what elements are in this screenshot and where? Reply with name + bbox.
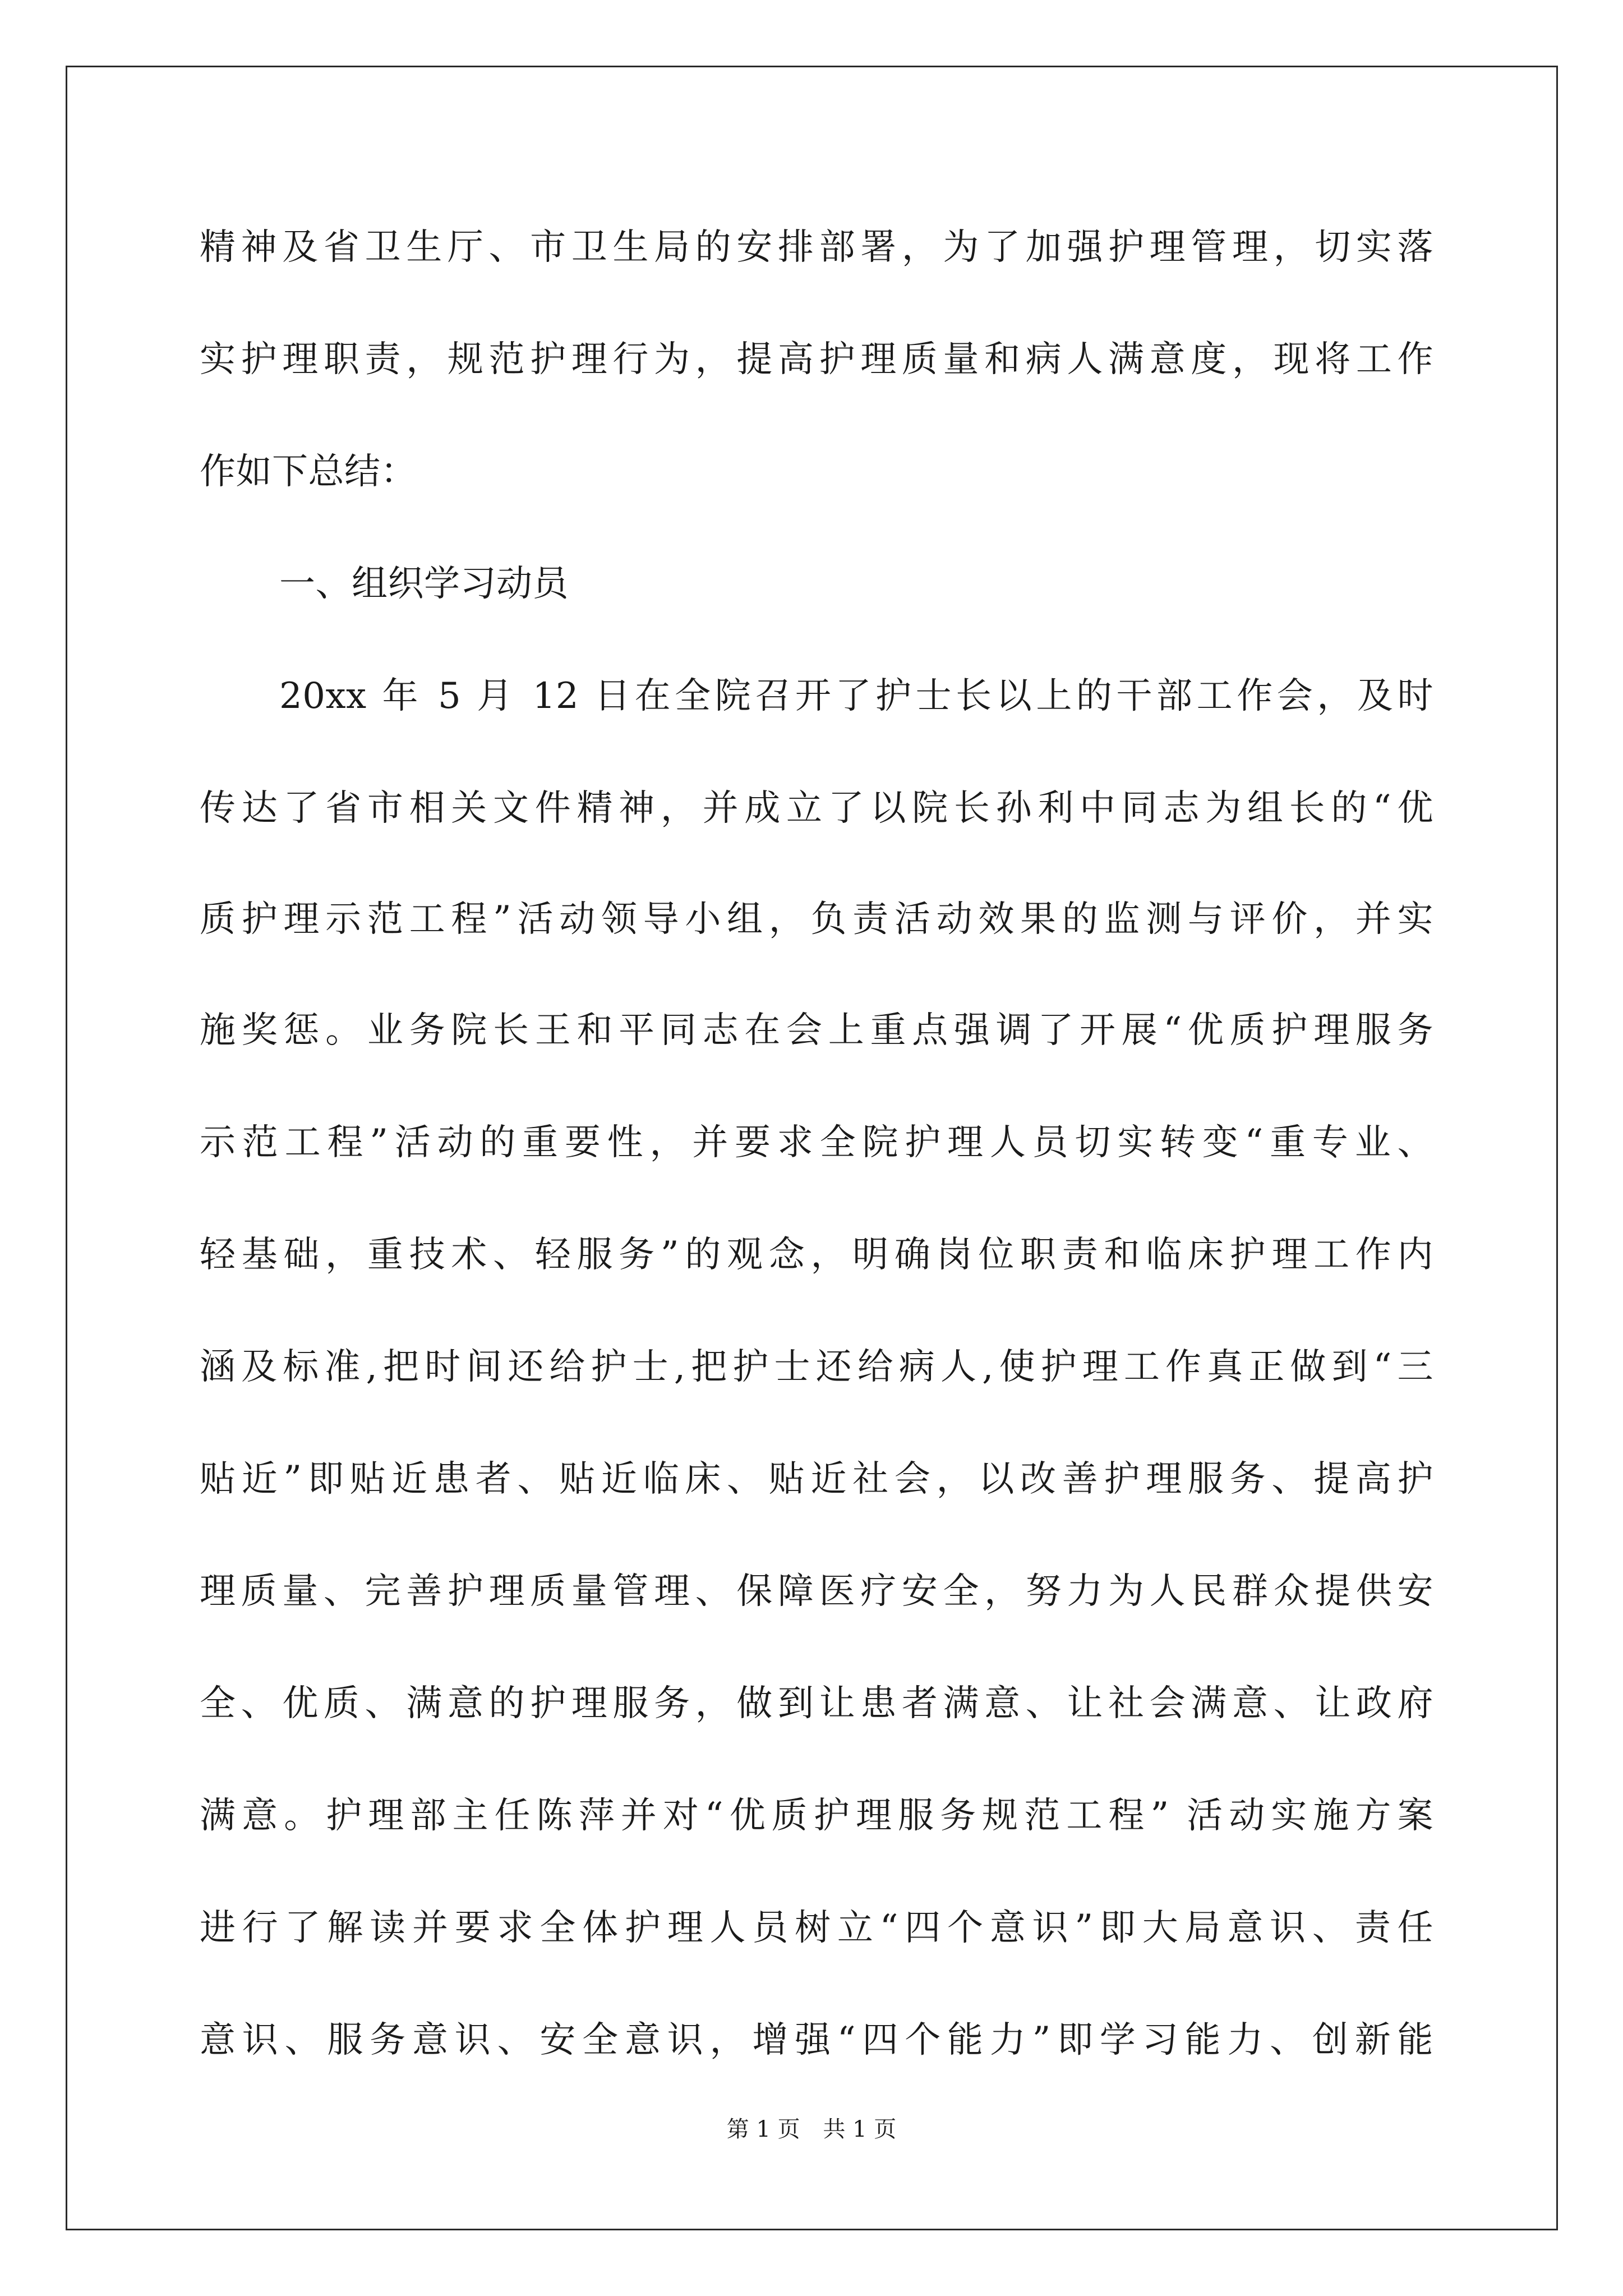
- body-line: 贴近”即贴近患者、贴近临床、贴近社会，以改善护理服务、提高护: [200, 1458, 1433, 1500]
- body-line: 精神及省卫生厅、市卫生局的安排部署，为了加强护理管理，切实落: [200, 227, 1433, 268]
- body-line: 作如下总结：: [200, 451, 417, 493]
- section-heading: 一、组织学习动员: [279, 563, 569, 605]
- body-line: 施奖惩。业务院长王和平同志在会上重点强调了开展“优质护理服务: [200, 1010, 1433, 1051]
- page-number: 第 1 页: [726, 2116, 800, 2142]
- body-line: 进行了解读并要求全体护理人员树立“四个意识”即大局意识、责任: [200, 1907, 1433, 1949]
- body-line: 示范工程”活动的重要性，并要求全院护理人员切实转变“重专业、: [200, 1122, 1433, 1163]
- body-line: 实护理职责，规范护理行为，提高护理质量和病人满意度，现将工作: [200, 339, 1433, 380]
- body-line: 20xx 年 5 月 12 日在全院召开了护士长以上的干部工作会，及时: [279, 675, 1433, 717]
- body-line: 理质量、完善护理质量管理、保障医疗安全，努力为人民群众提供安: [200, 1571, 1433, 1612]
- body-line: 满意。护理部主任陈萍并对“优质护理服务规范工程” 活动实施方案: [200, 1795, 1433, 1837]
- body-line: 意识、服务意识、安全意识，增强“四个能力”即学习能力、创新能: [200, 2019, 1433, 2061]
- body-line: 传达了省市相关文件精神，并成立了以院长孙利中同志为组长的“优: [200, 788, 1433, 829]
- body-line: 涵及标准,把时间还给护士,把护士还给病人,使护理工作真正做到“三: [200, 1346, 1433, 1388]
- body-line: 轻基础，重技术、轻服务”的观念，明确岗位职责和临床护理工作内: [200, 1234, 1433, 1276]
- page-footer: [0, 2116, 1623, 2143]
- body-line: 全、优质、满意的护理服务，做到让患者满意、让社会满意、让政府: [200, 1683, 1433, 1724]
- page-total: 共 1 页: [823, 2116, 897, 2142]
- body-line: 质护理示范工程”活动领导小组，负责活动效果的监测与评价，并实: [200, 899, 1433, 940]
